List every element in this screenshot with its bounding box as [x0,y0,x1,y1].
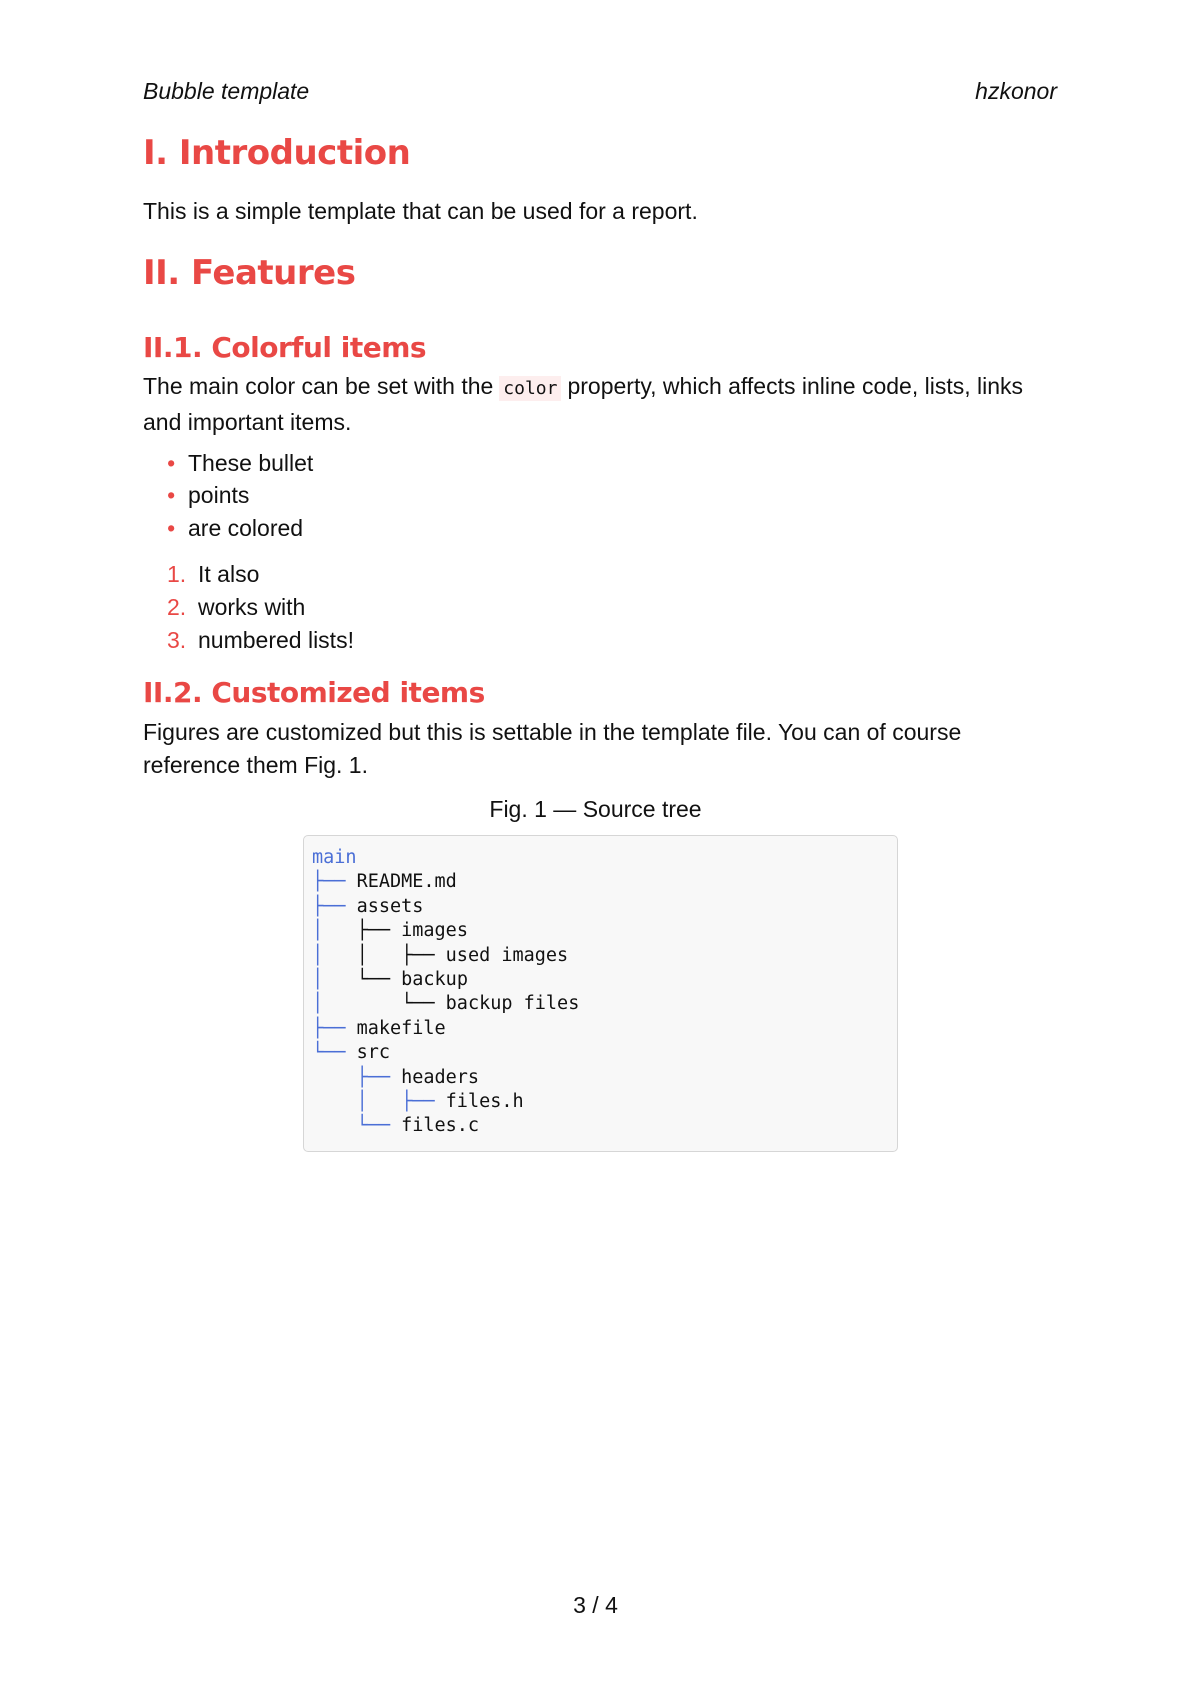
tree-branch: ├── [312,895,357,917]
list-item [143,450,313,477]
tree-entry: makefile [356,1017,446,1039]
tree-branch: │ [312,993,357,1015]
tree-entry: README.md [356,871,457,893]
customized-paragraph: Figures are customized but this is settable in the template file. You can of course reference them Fig. 1. [143,719,962,778]
tree-line [312,944,579,968]
tree-entry: backup files [445,993,580,1015]
list-number: 3. [167,627,187,653]
list-item-text: These bullet [188,450,314,476]
list-item [143,594,305,621]
tree-branch: ├── [312,871,357,893]
tree-branch: ├── [356,920,402,942]
list-item [143,561,259,588]
tree-branch: │ [312,969,357,991]
tree-branch: └── [312,1115,402,1137]
tree-entry: images [401,920,468,942]
list-item-text: It also [198,561,260,587]
tree-entry: backup [401,969,468,991]
list-number: 2. [167,594,187,620]
tree-line [312,968,579,992]
heading-introduction: I. Introduction [143,133,411,173]
text: The main color can be set with the [143,373,494,399]
heading-customized-items: II.2. Customized items [143,676,485,709]
list-item [143,482,249,509]
list-number: 1. [167,561,187,587]
list-item-text: are colored [188,515,304,541]
list-item [143,627,354,654]
tree-line [312,919,579,943]
tree-entry: src [356,1042,390,1064]
tree-branch: ├── [312,1066,402,1088]
colorful-paragraph [143,370,1063,438]
tree-line [312,1041,579,1065]
list-item [143,515,303,542]
tree-line [312,1066,579,1090]
tree-line [312,895,579,919]
tree-entry: headers [401,1066,480,1088]
tree-line [312,870,579,894]
tree-entry: used images [445,944,569,966]
figure-caption: Fig. 1 — Source tree [489,796,702,822]
header-title: Bubble template [143,78,310,104]
tree-branch: └── [356,969,402,991]
list-item-text: points [188,482,250,508]
tree-root: main [312,847,357,868]
tree-entry: assets [356,895,424,917]
page-number: 3 / 4 [573,1592,618,1618]
tree-entry: files.h [445,1091,524,1113]
source-tree [312,846,579,1139]
heading-features: II. Features [143,253,356,293]
tree-branch: ├── [312,1017,357,1039]
list-item-text: works with [198,594,306,620]
tree-branch: │ ├── [356,944,446,966]
tree-branch: └── [312,1042,357,1064]
inline-code: color [499,376,561,401]
bullet-icon: • [167,515,188,541]
heading-colorful-items: II.1. Colorful items [143,331,427,364]
tree-branch: └── [356,993,446,1015]
bullet-icon: • [167,482,188,508]
intro-paragraph: This is a simple template that can be used for a report. [143,198,698,224]
bullet-icon: • [167,450,188,476]
tree-branch: ├── [401,1091,446,1113]
tree-line [312,1114,579,1138]
list-item-text: numbered lists! [198,627,354,653]
tree-branch: │ [312,1091,402,1113]
tree-line [312,992,579,1016]
tree-line [312,1090,579,1114]
text: property, which affects inline code, lists, links and important items. [143,373,1024,435]
header-author: hzkonor [975,78,1057,104]
tree-line [312,1017,579,1041]
tree-entry: files.c [401,1115,480,1137]
tree-branch: │ [312,920,357,942]
tree-branch: │ [312,944,357,966]
